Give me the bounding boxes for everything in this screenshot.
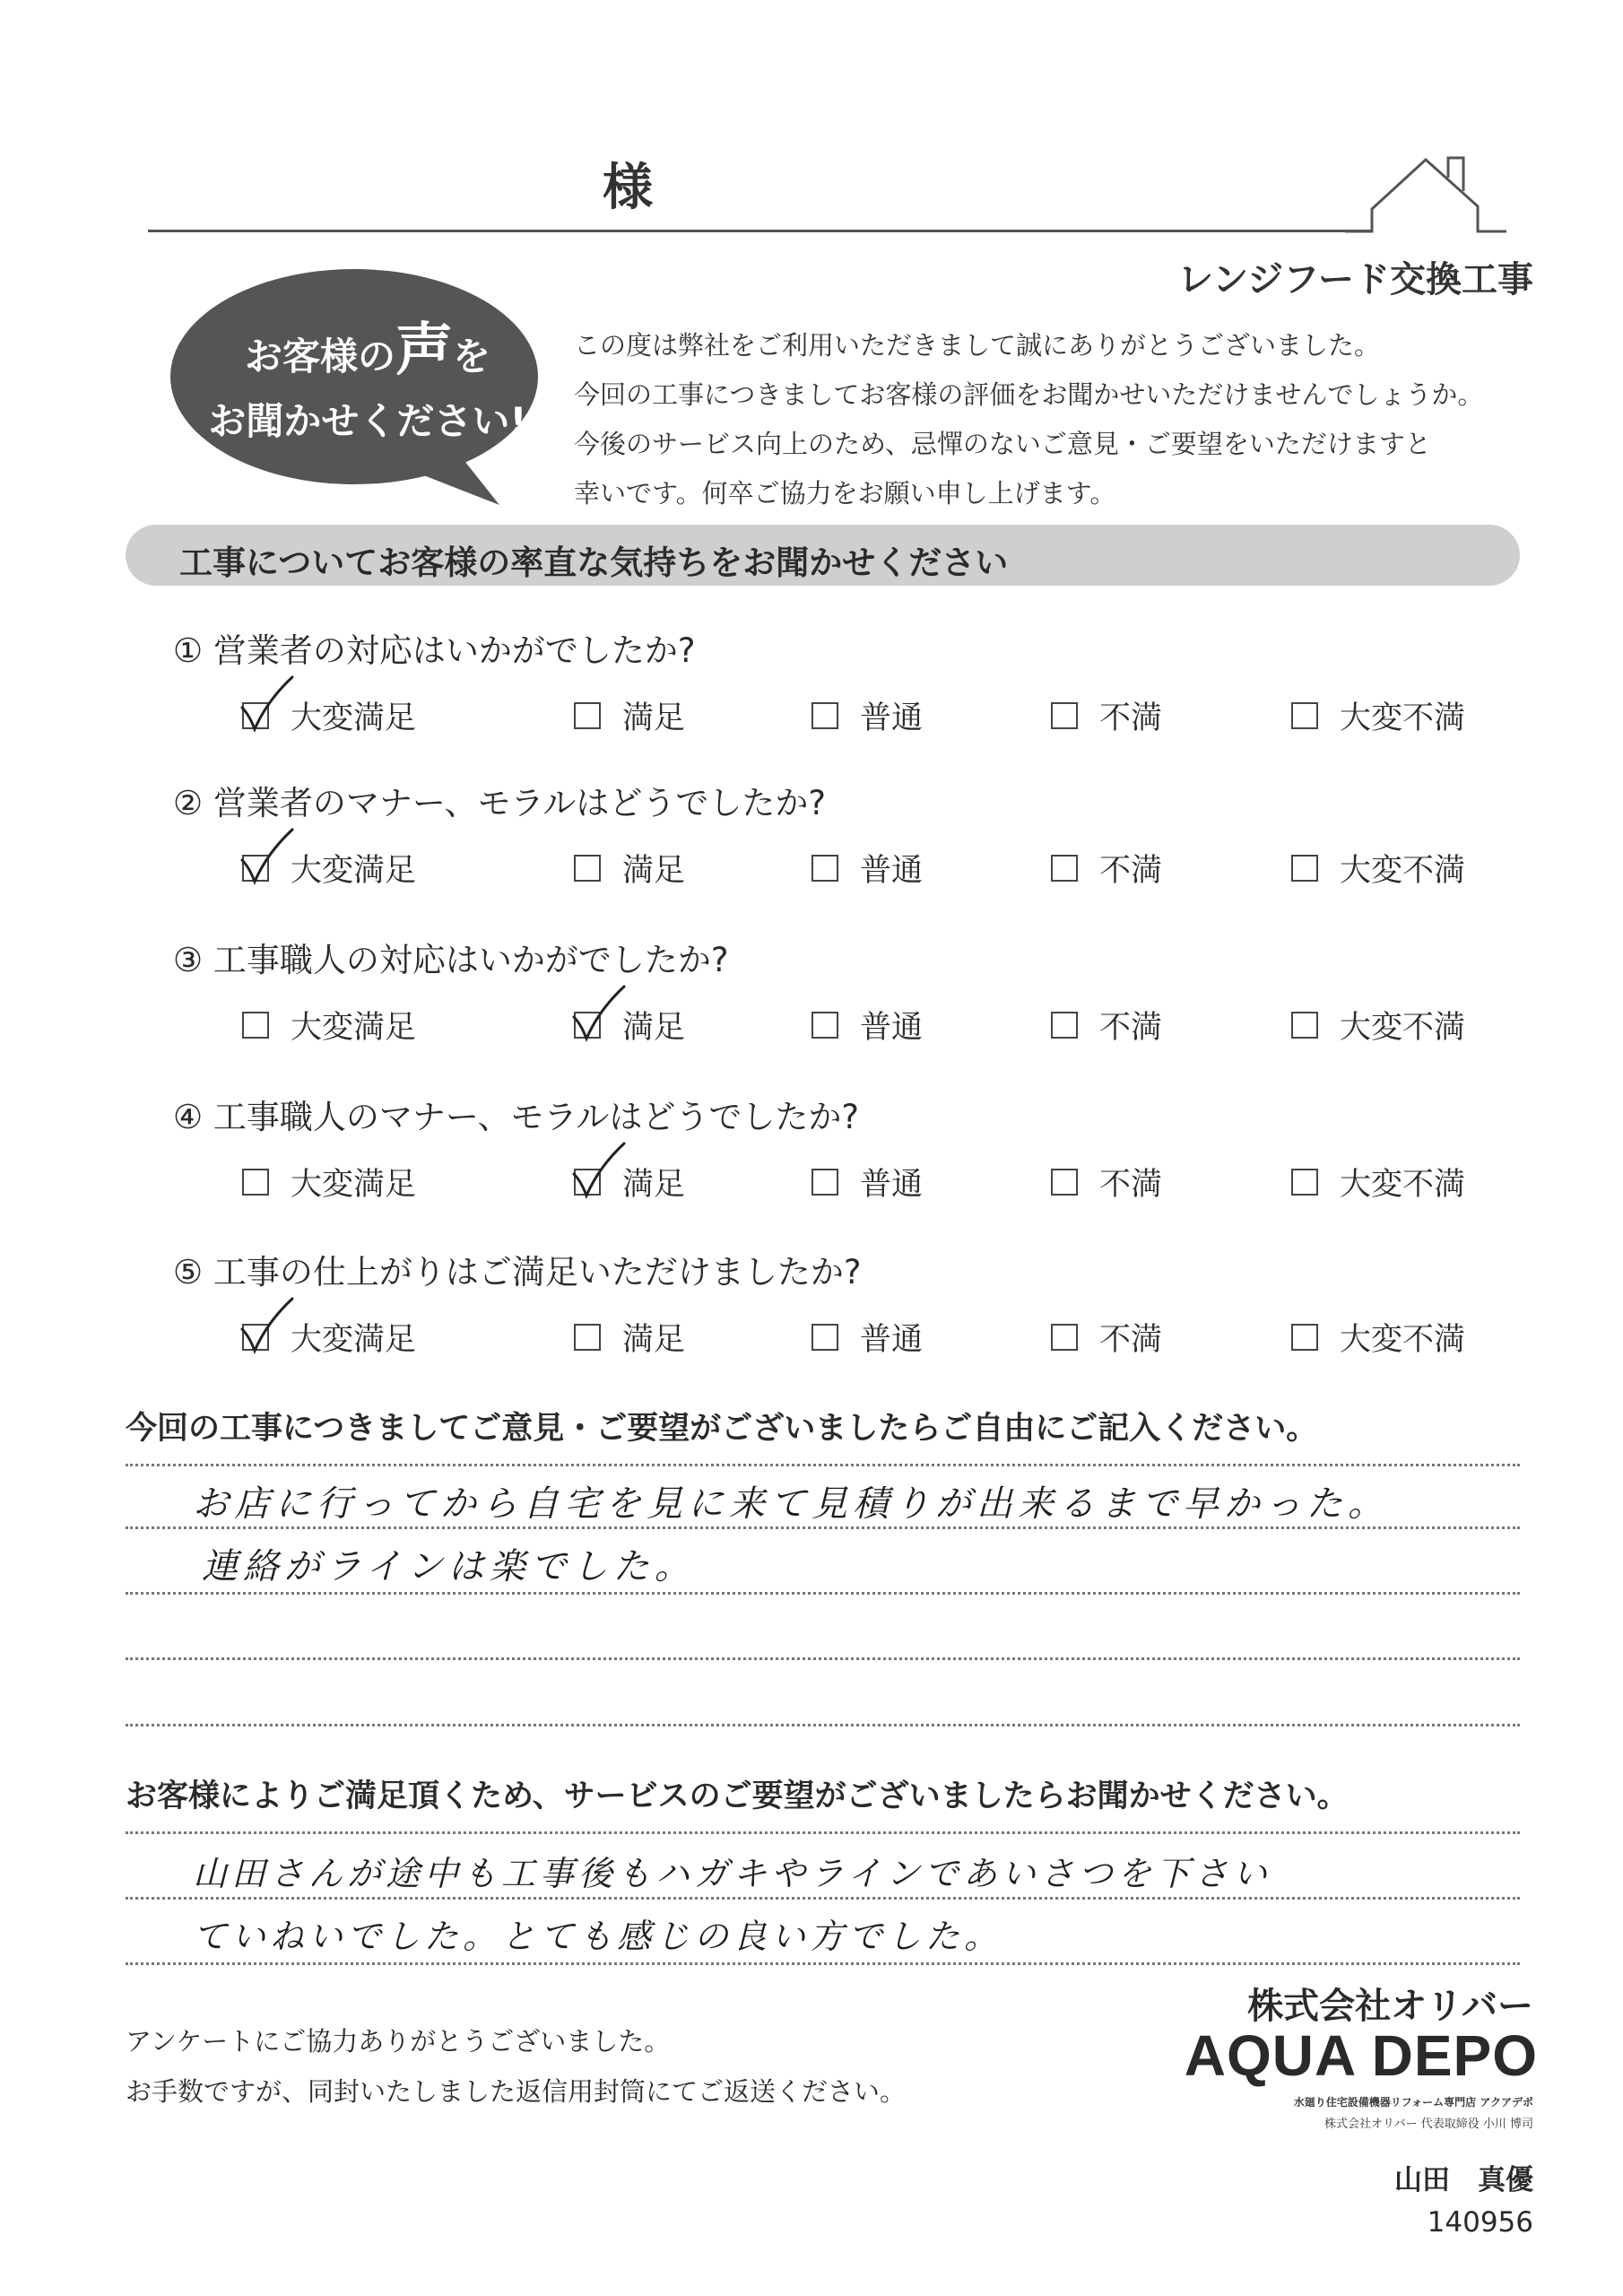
rating-option[interactable] — [812, 846, 923, 891]
section-title: 工事についてお客様の率直な気持ちをお聞かせください — [179, 544, 1009, 582]
bubble-text — [188, 318, 547, 454]
option-label: 不満 — [1099, 1010, 1163, 1046]
checkbox[interactable] — [1051, 702, 1078, 729]
rating-option[interactable] — [574, 1315, 685, 1360]
question-title: ③ 工事職人の対応はいかがでしたか? — [173, 941, 729, 979]
option-label: 不満 — [1099, 1322, 1163, 1358]
rating-option[interactable] — [1291, 1003, 1465, 1048]
checkbox[interactable] — [812, 702, 838, 729]
rating-option[interactable] — [1051, 693, 1162, 738]
checkbox[interactable] — [812, 1012, 838, 1039]
rating-option[interactable] — [574, 1160, 685, 1205]
intro-text: この度は弊社をご利用いただきまして誠にありがとうございました。 今回の工事につきましてお客様の評価をお聞かせいただけませんでしょうか。 今後のサービス向上のため、忌憚のないご意見・ご要望をいただけますと 幸いです。何卒ご協力をお願い申し上げます。 — [574, 330, 1484, 509]
dotted-line — [126, 1464, 1520, 1466]
option-label: 不満 — [1099, 853, 1163, 889]
question-title: ① 営業者の対応はいかがでしたか? — [173, 631, 696, 670]
bubble-line-1: お客様の声を — [244, 317, 491, 384]
aqua-depo-logo: AQUA DEPO — [1184, 2023, 1538, 2088]
option-label: 満足 — [622, 700, 686, 736]
checkbox[interactable] — [574, 1324, 601, 1351]
checkmark-icon — [237, 1295, 299, 1358]
rating-option[interactable] — [1051, 1160, 1162, 1205]
opinion-answer-line-2: 連絡がラインは楽でした。 — [202, 1546, 696, 1587]
checkmark-icon — [237, 674, 299, 736]
checkbox[interactable] — [1051, 1012, 1078, 1039]
dotted-line — [126, 1592, 1520, 1595]
checkmark-icon — [237, 826, 299, 889]
checkbox[interactable] — [574, 1169, 601, 1196]
rating-option[interactable] — [242, 1315, 416, 1360]
dotted-line — [126, 1526, 1520, 1529]
question-title: ② 営業者のマナー、モラルはどうでしたか? — [173, 784, 826, 822]
rating-option[interactable] — [1051, 1315, 1162, 1360]
dotted-line — [126, 1657, 1520, 1660]
option-label: 大変不満 — [1340, 1322, 1466, 1358]
checkmark-icon — [568, 1140, 631, 1203]
request-answer-line-1: 山田さんが途中も工事後もハガキやラインであいさつを下さい — [193, 1854, 1271, 1893]
checkbox[interactable] — [242, 702, 269, 729]
checkbox[interactable] — [1051, 1169, 1078, 1196]
bubble-line-2: お聞かせください! — [208, 399, 527, 443]
representative: 株式会社オリバー 代表取締役 小川 博司 — [1324, 2118, 1533, 2131]
dotted-line — [126, 1831, 1520, 1834]
rating-option[interactable] — [574, 1003, 685, 1048]
checkbox[interactable] — [574, 702, 601, 729]
option-label: 満足 — [622, 853, 686, 889]
checkbox[interactable] — [1291, 1324, 1318, 1351]
option-label: 大変満足 — [291, 853, 417, 889]
logo-tagline: 水廻り住宅設備機器リフォーム専門店 アクアデポ — [1293, 2096, 1533, 2109]
checkbox[interactable] — [1051, 855, 1078, 882]
rating-option[interactable] — [1291, 693, 1465, 738]
house-icon — [1345, 151, 1506, 233]
checkbox[interactable] — [1051, 1324, 1078, 1351]
request-question: お客様によりご満足頂くため、サービスのご要望がございましたらお聞かせください。 — [126, 1779, 1349, 1814]
checkbox[interactable] — [242, 1012, 269, 1039]
option-label: 大変不満 — [1340, 853, 1466, 889]
company-name: 株式会社オリバー — [1247, 1986, 1533, 2027]
option-label: 不満 — [1099, 700, 1163, 736]
rating-option[interactable] — [812, 1160, 923, 1205]
honorific: 様 — [603, 159, 653, 217]
opinion-answer-line-1: お店に行ってから自宅を見に来て見積りが出来るまで早かった。 — [193, 1483, 1389, 1525]
rating-option[interactable] — [812, 693, 923, 738]
rating-option[interactable] — [1291, 846, 1465, 891]
checkbox[interactable] — [242, 855, 269, 882]
checkbox[interactable] — [574, 1012, 601, 1039]
option-label: 不満 — [1099, 1167, 1163, 1203]
rating-option[interactable] — [812, 1003, 923, 1048]
rating-option[interactable] — [812, 1315, 923, 1360]
customer-number: 140956 — [1427, 2206, 1533, 2239]
rating-option[interactable] — [1291, 1160, 1465, 1205]
dotted-line — [126, 1897, 1520, 1900]
header-underline — [148, 230, 1372, 232]
option-label: 普通 — [860, 700, 924, 736]
checkbox[interactable] — [1291, 1012, 1318, 1039]
option-label: 普通 — [860, 1010, 924, 1046]
rating-option[interactable] — [242, 846, 416, 891]
service-title: レンジフード交換工事 — [1177, 259, 1533, 300]
option-label: 大変満足 — [291, 1322, 417, 1358]
option-label: 満足 — [622, 1010, 686, 1046]
checkbox[interactable] — [242, 1169, 269, 1196]
rating-option[interactable] — [1051, 846, 1162, 891]
question-title: ⑤ 工事の仕上がりはご満足いただけましたか? — [173, 1253, 862, 1292]
option-label: 大変満足 — [291, 700, 417, 736]
rating-option[interactable] — [242, 693, 416, 738]
opinion-question: 今回の工事につきましてご意見・ご要望がございましたらご自由にご記入ください。 — [126, 1411, 1318, 1447]
option-label: 普通 — [860, 1322, 924, 1358]
option-label: 普通 — [860, 1167, 924, 1203]
checkbox[interactable] — [812, 1169, 838, 1196]
thanks-text: アンケートにご協力ありがとうございました。 お手数ですが、同封いたしました返信用封筒にてご返送ください。 — [126, 2026, 907, 2107]
request-answer-line-2: ていねいでした。とても感じの良い方でした。 — [193, 1917, 1003, 1956]
rating-option[interactable] — [574, 846, 685, 891]
rating-option[interactable] — [242, 1160, 416, 1205]
option-label: 大変不満 — [1340, 1010, 1466, 1046]
checkbox[interactable] — [812, 855, 838, 882]
question-title: ④ 工事職人のマナー、モラルはどうでしたか? — [173, 1098, 859, 1136]
option-label: 満足 — [622, 1322, 686, 1358]
checkbox[interactable] — [812, 1324, 838, 1351]
dotted-line — [126, 1724, 1520, 1726]
rating-option[interactable] — [1291, 1315, 1465, 1360]
option-label: 満足 — [622, 1167, 686, 1203]
checkbox[interactable] — [1291, 1169, 1318, 1196]
checkbox[interactable] — [1291, 855, 1318, 882]
option-label: 大変満足 — [291, 1167, 417, 1203]
checkbox[interactable] — [242, 1324, 269, 1351]
option-label: 大変満足 — [291, 1010, 417, 1046]
checkbox[interactable] — [1291, 702, 1318, 729]
dotted-line — [126, 1962, 1520, 1965]
option-label: 大変不満 — [1340, 1167, 1466, 1203]
option-label: 普通 — [860, 853, 924, 889]
customer-name: 山田 真優 — [1394, 2164, 1533, 2196]
rating-option[interactable] — [242, 1003, 416, 1048]
rating-option[interactable] — [1051, 1003, 1162, 1048]
rating-option[interactable] — [574, 693, 685, 738]
checkbox[interactable] — [574, 855, 601, 882]
option-label: 大変不満 — [1340, 700, 1466, 736]
checkmark-icon — [568, 983, 631, 1046]
